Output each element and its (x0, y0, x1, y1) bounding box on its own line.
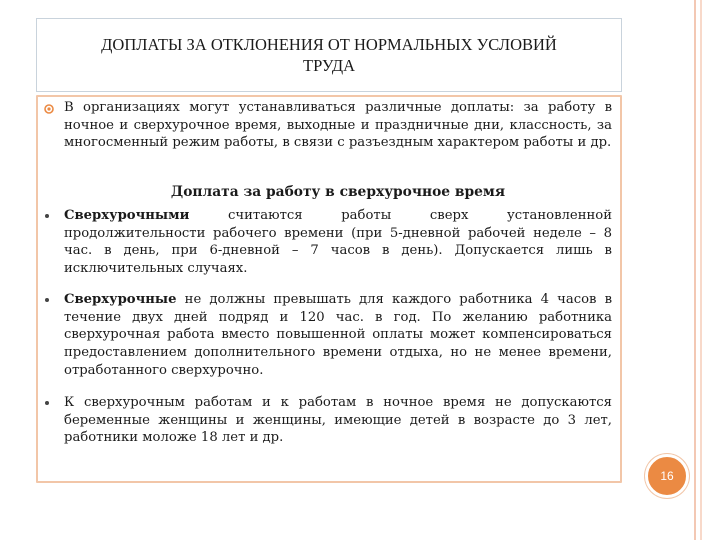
page-number-badge: 16 (645, 454, 689, 498)
orange-diamond-bullet-icon (44, 104, 54, 114)
bullet-item-3 (64, 394, 612, 447)
dot-bullet-icon (45, 401, 49, 405)
bullet-text: К сверхурочным работам и к работам в ночное время не допускаются беременные женщины и женщины, имеющие детей в возрасте до 3 лет, работники моложе 18 лет и др. (64, 395, 612, 446)
bullet-text: считаются работы сверх установленной продолжительности рабочего времени (при 5-дневной рабочей неделе – 8 час. в день, при 6-дневной – 7 часов в день). Допускается лишь в исключительных случаях. (64, 208, 612, 277)
bullet-text: не должны превышать для каждого работника 4 часов в течение двух дней подряд и 120 час. в год. По желанию работника сверхурочная работа вместо повышенной оплаты может компенсироваться предоставлением дополнительного времени отдыха, но не менее времени, отработанного сверхурочно. (64, 292, 612, 378)
title-box (36, 18, 622, 92)
bullet-lead: Сверхурочными (64, 208, 190, 223)
dot-bullet-icon (45, 298, 49, 302)
side-line-right (700, 0, 702, 540)
bullet-lead: Сверхурочные (64, 292, 177, 307)
section-subheading: Доплата за работу в сверхурочное время (170, 184, 506, 200)
bullet-item-2 (64, 291, 612, 380)
side-line-left (694, 0, 696, 540)
bullet-item-1 (64, 207, 612, 278)
slide-title: ДОПЛАТЫ ЗА ОТКЛОНЕНИЯ ОТ НОРМАЛЬНЫХ УСЛОВИЙ ТРУДА (101, 35, 557, 75)
intro-paragraph: В организациях могут устанавливаться различные доплаты: за работу в ночное и сверхурочное время, выходные и праздничные дни, классность, за многосменный режим работы, в связи с разъездным характером работы и др. (64, 100, 612, 151)
dot-bullet-icon (45, 214, 49, 218)
